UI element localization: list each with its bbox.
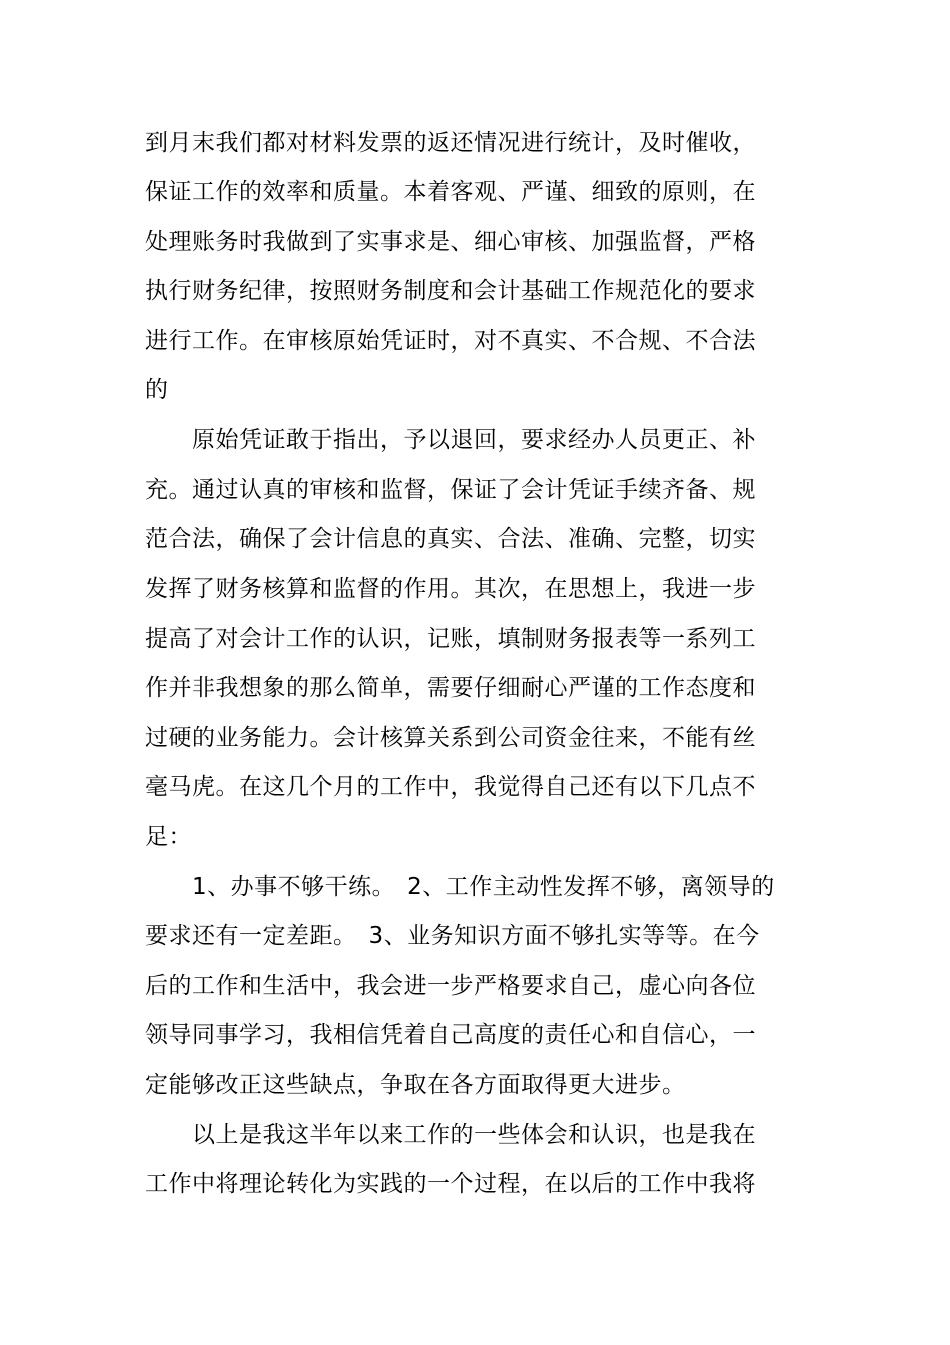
text-line: 到月末我们都对材料发票的返还情况进行统计，及时催收， bbox=[145, 130, 756, 156]
text-line: 过硬的业务能力。会计核算关系到公司资金往来，不能有丝 bbox=[145, 725, 756, 751]
text-line: 作并非我想象的那么简单，需要仔细耐心严谨的工作态度和 bbox=[145, 675, 756, 701]
text-line: 发挥了财务核算和监督的作用。其次，在思想上，我进一步 bbox=[145, 576, 756, 602]
text-line: 工作中将理论转化为实践的一个过程，在以后的工作中我将 bbox=[145, 1171, 756, 1197]
text-line: 后的工作和生活中，我会进一步严格要求自己，虚心向各位 bbox=[145, 973, 756, 999]
text-line: 充。通过认真的审核和监督，保证了会计凭证手续齐备、规 bbox=[145, 477, 756, 503]
text-line: 定能够改正这些缺点，争取在各方面取得更大进步。 bbox=[145, 1072, 686, 1098]
text-line: 提高了对会计工作的认识，记账，填制财务报表等一系列工 bbox=[145, 626, 756, 652]
text-line: 处理账务时我做到了实事求是、细心审核、加强监督，严格 bbox=[145, 229, 756, 255]
text-line: 要求还有一定差距。 3、业务知识方面不够扎实等等。在今 bbox=[145, 923, 760, 949]
text-line: 进行工作。在审核原始凭证时，对不真实、不合规、不合法 bbox=[145, 328, 756, 354]
text-line: 足： bbox=[145, 824, 192, 850]
text-line: 范合法，确保了会计信息的真实、合法、准确、完整，切实 bbox=[145, 526, 756, 552]
text-line: 保证工作的效率和质量。本着客观、严谨、细致的原则，在 bbox=[145, 179, 756, 205]
paragraph-first-line: 原始凭证敢于指出，予以退回，要求经办人员更正、补 bbox=[192, 427, 756, 453]
text-line: 领导同事学习，我相信凭着自己高度的责任心和自信心，一 bbox=[145, 1022, 756, 1048]
text-line: 执行财务纪律，按照财务制度和会计基础工作规范化的要求 bbox=[145, 278, 756, 304]
paragraph-first-line: 1、办事不够干练。 2、工作主动性发挥不够，离领导的 bbox=[192, 874, 775, 900]
text-line: 的 bbox=[145, 377, 169, 403]
paragraph-first-line: 以上是我这半年以来工作的一些体会和认识，也是我在 bbox=[192, 1122, 756, 1148]
text-line: 毫马虎。在这几个月的工作中，我觉得自己还有以下几点不 bbox=[145, 774, 756, 800]
